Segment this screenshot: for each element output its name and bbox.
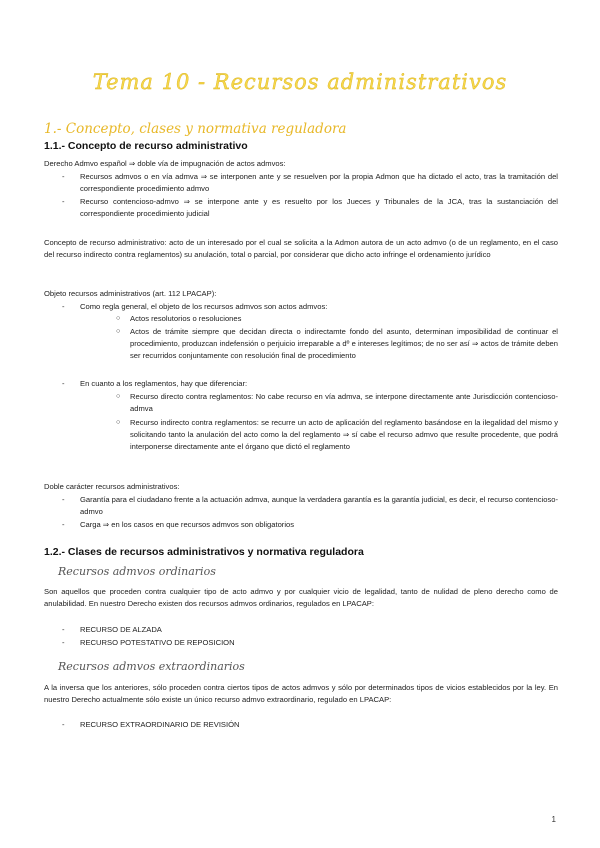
bullet-dash: - bbox=[62, 520, 65, 529]
list-item: RECURSO POTESTATIVO DE REPOSICION bbox=[80, 638, 235, 647]
extraordinarios-paragraph: A la inversa que los anteriores, sólo proceden contra ciertos tipos de actos admvos y sólo por determinados tipos de vicios establecidos por la ley. En nuestro Derecho actualmente sólo existe un único recurso admvo extraordinario, regulado en LPACAP: bbox=[44, 683, 558, 704]
sub-list-item: Recurso directo contra reglamentos: No cabe recurso en vía admva, se interpone directamente ante Jurisdicción contencioso-admva bbox=[130, 392, 558, 413]
list-item: Garantía para el ciudadano frente a la actuación admva, aunque la verdadera garantía es la garantía judicial, es decir, el recurso contencioso-admvo bbox=[80, 495, 558, 516]
bullet-circle: ○ bbox=[116, 328, 121, 335]
sub-list-item: Actos resolutorios o resoluciones bbox=[130, 314, 242, 323]
bullet-circle: ○ bbox=[116, 315, 121, 322]
bullet-dash: - bbox=[62, 495, 65, 504]
bullet-dash: - bbox=[62, 379, 65, 388]
list-item: Carga ⇒ en los casos en que recursos admvos son obligatorios bbox=[80, 520, 295, 529]
ordinarios-paragraph: Son aquellos que proceden contra cualquier tipo de acto admvo y por cualquier vicio de legalidad, tanto de nulidad de pleno derecho como de anulabilidad. En nuestro Derecho existen dos recursos admvos ordinarios, regulados en LPACAP: bbox=[44, 587, 558, 608]
doble-intro: Doble carácter recursos administrativos: bbox=[44, 482, 180, 491]
list-item: Recursos admvos o en vía admva ⇒ se interponen ante y se resuelven por la propia Admon que ha dictado el acto, tras la tramitación del correspondiente procedimiento admvo bbox=[80, 172, 558, 193]
list-item: En cuanto a los reglamentos, hay que diferenciar: bbox=[80, 379, 248, 388]
bullet-dash: - bbox=[62, 302, 65, 311]
page-number: 1 bbox=[551, 815, 556, 824]
bullet-dash: - bbox=[62, 197, 65, 206]
intro-paragraph: Derecho Admvo español ⇒ doble vía de impugnación de actos admvos: bbox=[44, 159, 286, 168]
ordinarios-heading: Recursos admvos ordinarios bbox=[58, 565, 216, 578]
list-item: RECURSO EXTRAORDINARIO DE REVISIÓN bbox=[80, 720, 240, 729]
list-item: Recurso contencioso-admvo ⇒ se interpone ante y es resuelto por los Jueces y Tribunales de la JCA, tras la sustanciación del correspondiente procedimiento judicial bbox=[80, 197, 558, 218]
extraordinarios-heading: Recursos admvos extraordinarios bbox=[58, 660, 245, 673]
concept-paragraph: Concepto de recurso administrativo: acto de un interesado por el cual se solicita a la Admon autora de un acto admvo (o de un reglamento, en el caso del recurso indirecto contra reglamentos) su anulación, total o parcial, por considerar que dicho acto infringe el ordenamiento jurídico bbox=[44, 238, 558, 259]
bullet-dash: - bbox=[62, 172, 65, 181]
list-item: RECURSO DE ALZADA bbox=[80, 625, 162, 634]
section-heading: 1.- Concepto, clases y normativa reguladora bbox=[44, 121, 347, 137]
subsection-heading-1-1: 1.1.- Concepto de recurso administrativo bbox=[44, 140, 248, 152]
document-title: Tema 10 - Recursos administrativos bbox=[92, 70, 508, 94]
bullet-circle: ○ bbox=[116, 419, 121, 426]
bullet-circle: ○ bbox=[116, 393, 121, 400]
list-item: Como regla general, el objeto de los recursos admvos son actos admvos: bbox=[80, 302, 328, 311]
bullet-dash: - bbox=[62, 625, 65, 634]
subsection-heading-1-2: 1.2.- Clases de recursos administrativos y normativa reguladora bbox=[44, 546, 364, 558]
bullet-dash: - bbox=[62, 638, 65, 647]
objeto-intro: Objeto recursos administrativos (art. 112 LPACAP): bbox=[44, 289, 217, 298]
sub-list-item: Recurso indirecto contra reglamentos: se recurre un acto de aplicación del reglamento basándose en la ilegalidad del mismo y solicitando tanto la anulación del acto como la del reglamento ⇒ sí cabe el recurso admvo que resulte procedente, que podrá interponerse directamente ante el órgano que dictó el reglamento bbox=[130, 418, 558, 451]
sub-list-item: Actos de trámite siempre que decidan directa o indirectamte fondo del asunto, determinan imposibilidad de continuar el procedimiento, produzcan indefensión o perjuicio irreparable a dº e intereses legítimos; de no ser así ⇒ actos de trámite deben ser recurridos conjuntamente con resolución final de procedimiento bbox=[130, 327, 558, 360]
bullet-dash: - bbox=[62, 720, 65, 729]
